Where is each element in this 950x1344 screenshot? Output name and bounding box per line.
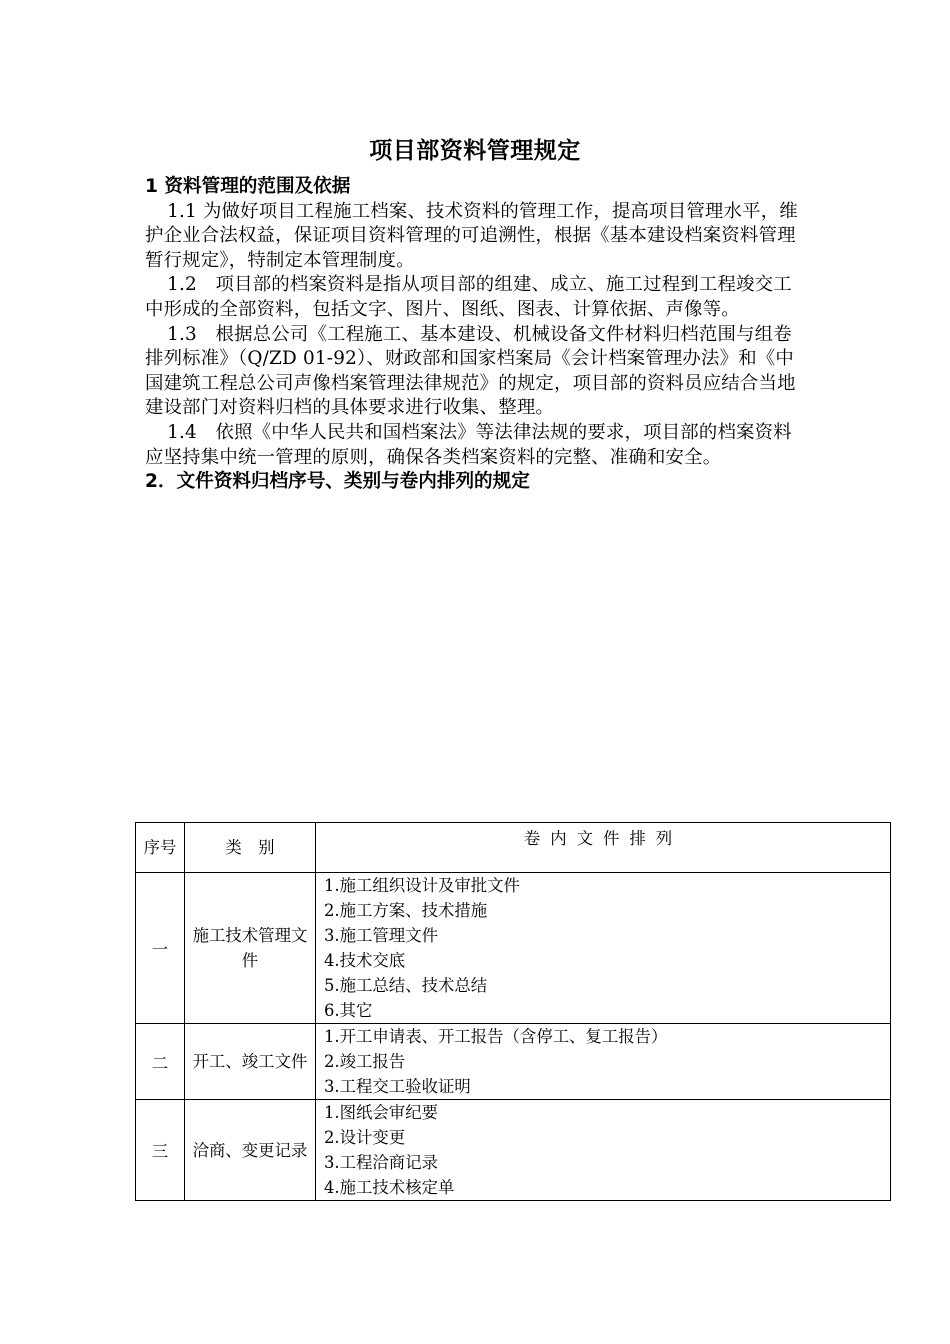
list-item: 6.其它 bbox=[324, 1001, 373, 1020]
row-items bbox=[316, 1100, 891, 1201]
table-row bbox=[136, 1024, 891, 1100]
document-body bbox=[145, 175, 810, 495]
list-item: 3.施工管理文件 bbox=[324, 926, 438, 945]
table-row bbox=[136, 873, 891, 1024]
list-item: 5.施工总结、技术总结 bbox=[324, 976, 488, 995]
list-item: 4.技术交底 bbox=[324, 951, 406, 970]
list-item: 3.工程洽商记录 bbox=[324, 1153, 438, 1172]
row-items bbox=[316, 873, 891, 1024]
list-item: 3.工程交工验收证明 bbox=[324, 1077, 471, 1096]
table-row bbox=[136, 1100, 891, 1201]
section-heading: 1 资料管理的范围及依据 bbox=[145, 176, 351, 197]
paragraph: 1.4 依照《中华人民共和国档案法》等法律法规的要求，项目部的档案资料应坚持集中统一管理的原则，确保各类档案资料的完整、准确和安全。 bbox=[145, 421, 792, 468]
list-item: 2.施工方案、技术措施 bbox=[324, 901, 488, 920]
header-category: 类 别 bbox=[185, 823, 316, 873]
list-item: 2.竣工报告 bbox=[324, 1052, 406, 1071]
page-title: 项目部资料管理规定 bbox=[369, 138, 581, 164]
section-heading: 2．文件资料归档序号、类别与卷内排列的规定 bbox=[145, 471, 530, 493]
row-no: 二 bbox=[136, 1024, 185, 1100]
list-item: 2.设计变更 bbox=[324, 1128, 406, 1147]
archive-table bbox=[135, 822, 891, 1201]
header-items: 卷内文件排列 bbox=[316, 823, 891, 873]
paragraph: 1.1 为做好项目工程施工档案、技术资料的管理工作，提高项目管理水平，维护企业合法权益，保证项目资料管理的可追溯性，根据《基本建设档案资料管理暂行规定》，特制定本管理制度。 bbox=[145, 200, 798, 271]
table-header-row bbox=[136, 823, 891, 873]
list-item: 1.图纸会审纪要 bbox=[324, 1103, 438, 1122]
list-item: 1.开工申请表、开工报告（含停工、复工报告） bbox=[324, 1027, 668, 1046]
row-no: 三 bbox=[136, 1100, 185, 1201]
paragraph: 1.3 根据总公司《工程施工、基本建设、机械设备文件材料归档范围与组卷排列标准》（Q/ZD 01-92）、财政部和国家档案局《会计档案管理办法》和《中国建筑工程总公司声像档案管理法律规范》的规定，项目部的资料员应结合当地建设部门对资料归档的具体要求进行收集、整理。 bbox=[145, 323, 796, 419]
row-category: 洽商、变更记录 bbox=[185, 1100, 316, 1201]
paragraph: 1.2 项目部的档案资料是指从项目部的组建、成立、施工过程到工程竣交工中形成的全部资料，包括文字、图片、图纸、图表、计算依据、声像等。 bbox=[145, 274, 792, 320]
list-item: 4.施工技术核定单 bbox=[324, 1178, 455, 1197]
list-item: 1.施工组织设计及审批文件 bbox=[324, 876, 520, 895]
row-items bbox=[316, 1024, 891, 1100]
header-no: 序号 bbox=[136, 823, 185, 873]
row-no: 一 bbox=[136, 873, 185, 1024]
row-category: 施工技术管理文件 bbox=[185, 873, 316, 1024]
row-category: 开工、竣工文件 bbox=[185, 1024, 316, 1100]
